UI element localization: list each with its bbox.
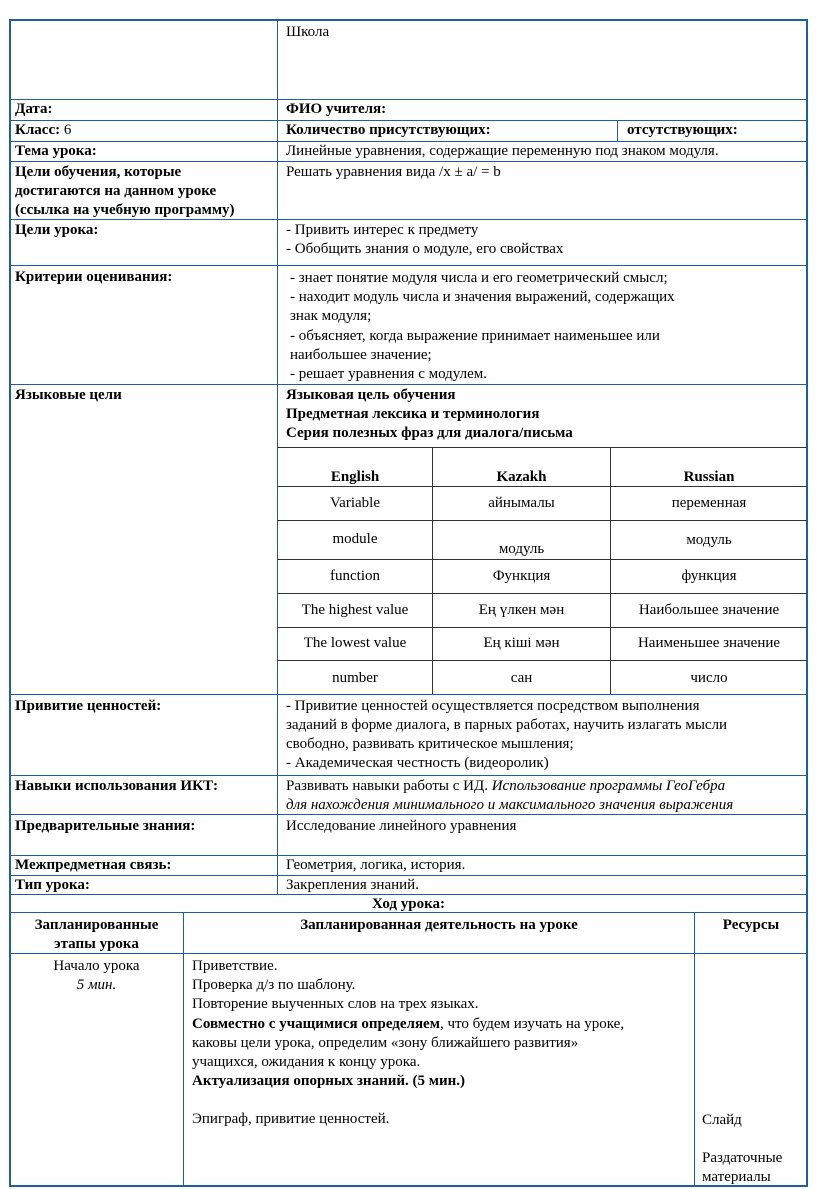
present-label: Количество присутствующих: — [286, 122, 491, 138]
topic-value: Линейные уравнения, содержащие переменную под знаком модуля. — [286, 143, 719, 159]
values-label: Привитие ценностей: — [15, 698, 162, 714]
row-divider — [10, 775, 807, 776]
prior-value: Исследование линейного уравнения — [286, 818, 517, 834]
vocab-cell: The lowest value — [303, 635, 407, 651]
activity-line: Повторение выученных слов на трех языках. — [192, 996, 479, 1012]
vocab-grid-line — [277, 520, 807, 521]
criteria-label: Критерии оценивания: — [15, 269, 173, 285]
language-heading: Серия полезных фраз для диалога/письма — [286, 425, 573, 441]
resource-slide: Слайд — [702, 1112, 742, 1128]
vocab-header-russian: Russian — [683, 469, 735, 485]
vocab-grid-line — [277, 660, 807, 661]
absent-label: отсутствующих: — [627, 122, 738, 138]
lesson-goal-line: - Привить интерес к предмету — [286, 222, 479, 238]
column-divider — [183, 912, 184, 1186]
vocab-cell: айнымалы — [488, 495, 555, 511]
type-value: Закрепления знаний. — [286, 877, 419, 893]
school-label: Школа — [286, 24, 330, 40]
row-divider — [10, 265, 807, 266]
row-divider — [10, 384, 807, 385]
activity-line — [192, 1015, 624, 1034]
resource-handouts: Раздаточные — [702, 1150, 783, 1166]
ict-line — [286, 777, 725, 796]
criteria-line: знак модуля; — [290, 308, 372, 324]
criteria-line: - находит модуль числа и значения выражений, содержащих — [290, 289, 675, 305]
values-line: - Привитие ценностей осуществляется посредством выполнения — [286, 698, 700, 714]
vocab-cell: Ең үлкен мән — [478, 602, 565, 618]
learning-goals-label-line: Цели обучения, которые — [15, 164, 182, 180]
activity-line: Эпиграф, привитие ценностей. — [192, 1111, 390, 1127]
vocab-grid-line — [277, 627, 807, 628]
values-line: заданий в форме диалога, в парных работах, научить излагать мысли — [286, 717, 728, 733]
row-divider — [10, 694, 807, 695]
column-divider — [694, 912, 695, 1186]
criteria-line: - объясняет, когда выражение принимает наименьшее или — [290, 328, 660, 344]
vocab-cell: модуль — [686, 532, 732, 548]
language-goals-label: Языковые цели — [15, 387, 122, 403]
resource-handouts: материалы — [702, 1169, 771, 1185]
topic-label: Тема урока: — [15, 143, 97, 159]
activity-line: Актуализация опорных знаний. (5 мин.) — [192, 1073, 465, 1089]
teacher-label: ФИО учителя: — [286, 101, 387, 117]
col-activity-header: Запланированная деятельность на уроке — [300, 917, 578, 933]
stage-name: Начало урока — [53, 958, 140, 974]
lesson-goal-line: - Обобщить знания о модуле, его свойствах — [286, 241, 564, 257]
activity-line: каковы цели урока, определим «зону ближайшего развития» — [192, 1035, 579, 1051]
row-divider — [10, 99, 807, 100]
col-resources-header: Ресурсы — [722, 917, 780, 933]
vocab-cell: Variable — [330, 495, 380, 511]
vocab-grid-line — [277, 447, 807, 448]
class-field — [15, 121, 71, 140]
vocab-cell: Ең кіші мән — [483, 635, 560, 651]
type-label: Тип урока: — [15, 877, 90, 893]
vocab-header-english: English — [330, 469, 380, 485]
row-divider — [10, 161, 807, 162]
activity-line: учащихся, ожидания к концу урока. — [192, 1054, 421, 1070]
values-line: - Академическая честность (видеоролик) — [286, 755, 549, 771]
class-label: Класс: — [15, 122, 61, 138]
criteria-line: - решает уравнения с модулем. — [290, 366, 488, 382]
vocab-cell: module — [332, 531, 378, 547]
cross-value: Геометрия, логика, история. — [286, 857, 466, 873]
values-line: свободно, развивать критическое мышления; — [286, 736, 574, 752]
vocab-cell: модуль — [498, 541, 545, 557]
criteria-line: наибольшее значение; — [290, 347, 432, 363]
vocab-cell: функция — [681, 568, 737, 584]
activity-bold-text: Совместно с учащимися определяем — [192, 1016, 440, 1032]
language-heading: Языковая цель обучения — [286, 387, 456, 403]
criteria-line: - знает понятие модуля числа и его геометрический смысл; — [290, 270, 668, 286]
activity-line: Проверка д/з по шаблону. — [192, 977, 356, 993]
ict-label: Навыки использования ИКТ: — [15, 778, 218, 794]
class-value: 6 — [63, 122, 72, 138]
date-label: Дата: — [15, 101, 53, 117]
ict-italic-text: Использование программы ГеоГебра — [491, 778, 726, 794]
column-divider — [277, 20, 278, 894]
learning-goals-value: Решать уравнения вида /x ± a/ = b — [286, 164, 501, 180]
vocab-cell: Наименьшее значение — [637, 635, 781, 651]
stage-time: 5 мин. — [76, 977, 117, 993]
vocab-cell: сан — [510, 670, 533, 686]
cross-label: Межпредметная связь: — [15, 857, 172, 873]
vocab-cell: number — [332, 670, 378, 686]
vocab-cell: переменная — [671, 495, 747, 511]
prior-label: Предварительные знания: — [15, 818, 196, 834]
activity-line: Приветствие. — [192, 958, 278, 974]
ict-plain-text: Развивать навыки работы с ИД. — [286, 778, 492, 794]
vocab-header-kazakh: Kazakh — [496, 469, 547, 485]
vocab-cell: Функция — [492, 568, 551, 584]
vocab-cell: Наибольшее значение — [638, 602, 780, 618]
activity-text: , что будем изучать на уроке, — [439, 1016, 625, 1032]
vocab-cell: The highest value — [301, 602, 409, 618]
learning-goals-label-line: достигаются на данном уроке — [15, 183, 217, 199]
vocab-cell: число — [690, 670, 728, 686]
column-divider — [617, 120, 618, 141]
learning-goals-label-line: (ссылка на учебную программу) — [15, 202, 235, 218]
lesson-goals-label: Цели урока: — [15, 222, 99, 238]
vocab-grid-line — [277, 593, 807, 594]
col-stages-header: этапы урока — [54, 936, 139, 952]
vocab-cell: function — [330, 568, 380, 584]
vocab-grid-line — [277, 559, 807, 560]
course-title: Ход урока: — [371, 896, 446, 912]
language-heading: Предметная лексика и терминология — [286, 406, 540, 422]
ict-line: для нахождения минимального и максимального значения выражения — [286, 797, 734, 813]
col-stages-header: Запланированные — [34, 917, 159, 933]
